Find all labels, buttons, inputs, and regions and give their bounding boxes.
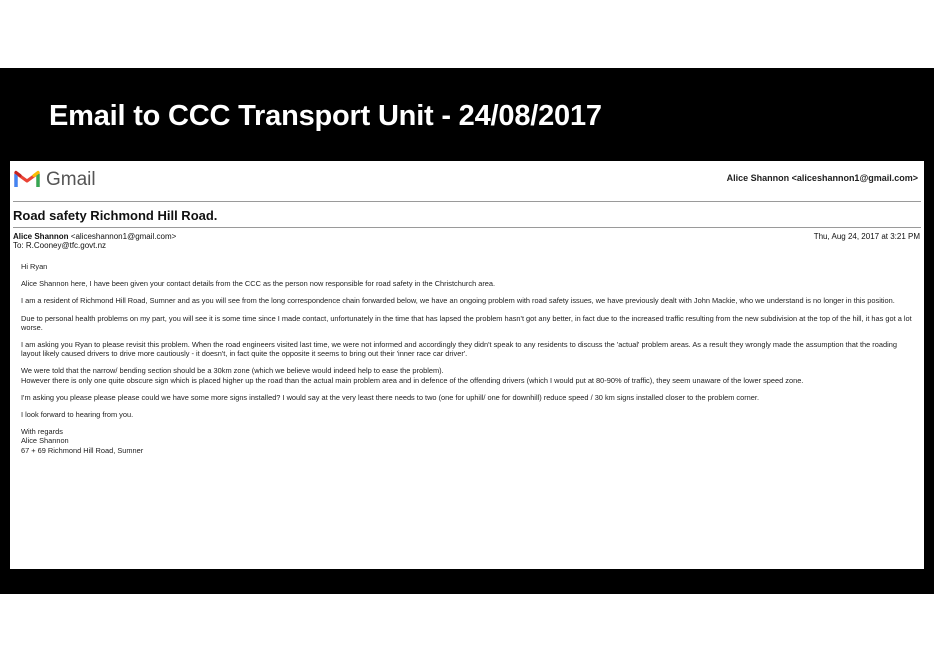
body-paragraph: I'm asking you please please please could we have some more signs installed? I would say at the very least there needs to two (one for uphill/ one for downhill) reduce speed / 30 km signs installed closer to the problem corner. — [21, 392, 760, 402]
email-date: Thu, Aug 24, 2017 at 3:21 PM — [813, 232, 920, 241]
email-recipient: To: R.Cooney@tfc.govt.nz — [13, 241, 107, 250]
sender-address: <aliceshannon1@gmail.com> — [70, 232, 177, 241]
body-paragraph: I look forward to hearing from you. — [21, 410, 134, 420]
signature-address: 67 + 69 Richmond Hill Road, Sumner — [21, 445, 144, 455]
header-divider — [13, 201, 921, 202]
email-screenshot — [10, 161, 924, 569]
account-email: Alice Shannon <aliceshannon1@gmail.com> — [726, 173, 918, 183]
greeting: Hi Ryan — [21, 262, 48, 271]
gmail-logo — [14, 168, 96, 192]
body-paragraph: We were told that the narrow/ bending section should be a 30km zone (which we believe would indeed help to ease the problem). — [21, 366, 444, 376]
body-paragraph: I am asking you Ryan to please revisit this problem. When the road engineers visited last time, we were not informed and accordingly they didn't speak to any residents to discuss the 'actual' problem areas. As a result they wrongly made the assumption that the roading layout likely caused drivers to drive more cautiously - it doesn't, in fact quite the opposite it seems to bring out their 'inner race car driver'. — [21, 340, 897, 359]
slide — [0, 68, 934, 594]
closing: With regards — [21, 427, 63, 437]
body-paragraph: Due to personal health problems on my part, you will see it is some time since I made contact, unfortunately in the time that has lapsed the problem hasn't got any better, in fact due to the increased traffic resulting from the new subdivision at the top of the hill, it has got a lot worse. — [21, 313, 912, 332]
gmail-m-icon — [14, 168, 40, 193]
gmail-wordmark: Gmail — [46, 169, 96, 190]
email-subject: Road safety Richmond Hill Road. — [13, 208, 218, 223]
subject-divider — [13, 227, 921, 228]
slide-title: Email to CCC Transport Unit - 24/08/2017 — [49, 100, 602, 132]
signature-name: Alice Shannon — [21, 436, 69, 446]
sender-name: Alice Shannon — [13, 232, 69, 241]
signature — [21, 427, 913, 455]
body-paragraph: I am a resident of Richmond Hill Road, Sumner and as you will see from the long correspondence chain forwarded below, we have an ongoing problem with road safety issues, we have previously dealt with John Mackie, who we understand is no longer in this position. — [21, 296, 895, 306]
email-body — [21, 262, 913, 463]
body-paragraph: Alice Shannon here, I have been given your contact details from the CCC as the person now responsible for road safety in the Christchurch area. — [21, 279, 496, 289]
email-sender — [13, 232, 176, 241]
body-paragraph: However there is only one quite obscure sign which is placed higher up the road than the actual main problem area and in defence of the offending drivers (which I would put at 80-90% of traffic), they seem unaware of the lower speed zone. — [21, 375, 804, 385]
